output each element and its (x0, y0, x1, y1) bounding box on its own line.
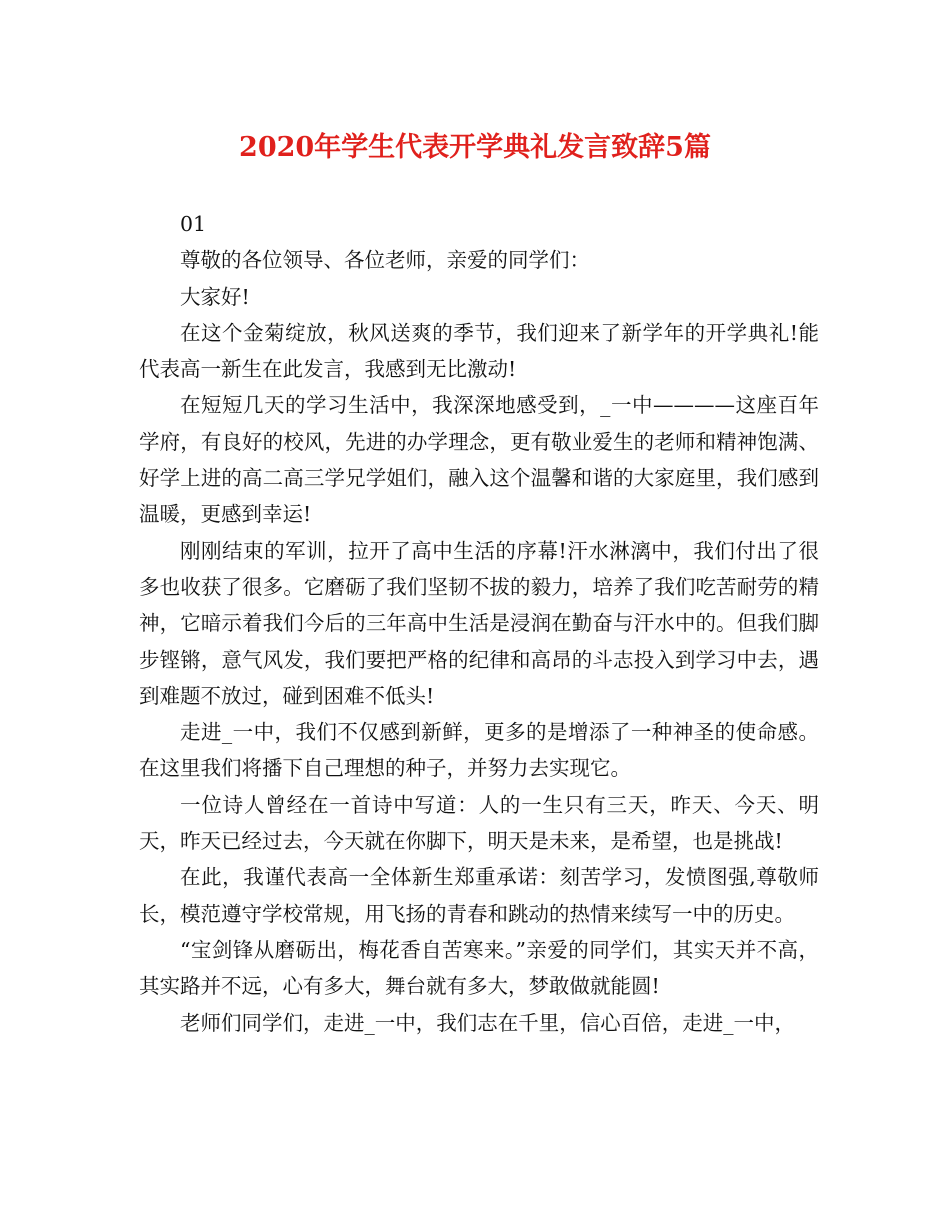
paragraph-greeting: 大家好! (180, 284, 250, 309)
paragraph: 一位诗人曾经在一首诗中写道：人的一生只有三天，昨天、今天、明天，昨天已经过去，今天就在你脚下，明天是未来，是希望，也是挑战! (139, 792, 819, 854)
paragraph-salutation: 尊敬的各位领导、各位老师，亲爱的同学们： (180, 248, 590, 273)
paragraph: 刚刚结束的军训，拉开了高中生活的序幕!汗水淋漓中，我们付出了很多也收获了很多。它磨砺了我们坚韧不拔的毅力，培养了我们吃苦耐劳的精神，它暗示着我们今后的三年高中生活是浸润在勤奋与汗水中的。但我们脚步铿锵，意气风发，我们要把严格的纪律和高昂的斗志投入到学习中去，遇到难题不放过，碰到困难不低头! (139, 538, 819, 708)
paragraph: 在短短几天的学习生活中，我深深地感受到，_一中————这座百年学府，有良好的校风，先进的办学理念，更有敬业爱生的老师和精神饱满、好学上进的高二高三学兄学姐们，融入这个温馨和谐的大家庭里，我们感到温暖，更感到幸运! (139, 393, 819, 527)
paragraph: “宝剑锋从磨砺出，梅花香自苦寒来。”亲爱的同学们，其实天并不高，其实路并不远，心有多大，舞台就有多大，梦敢做就能圆! (139, 937, 819, 999)
paragraph-section-number: 01 (180, 212, 207, 236)
paragraph: 走进_一中，我们不仅感到新鲜，更多的是增添了一种神圣的使命感。在这里我们将播下自己理想的种子，并努力去实现它。 (139, 720, 819, 781)
paragraph: 老师们同学们，走进_一中，我们志在千里，信心百倍，走进_一中， (180, 1010, 795, 1035)
paragraph: 在此，我谨代表高一全体新生郑重承诺：刻苦学习，发愤图强,尊敬师长，模范遵守学校常规，用飞扬的青春和跳动的热情来续写一中的历史。 (139, 865, 819, 926)
document-title: 2020年学生代表开学典礼发言致辞5篇 (239, 132, 711, 163)
paragraph: 在这个金菊绽放，秋风送爽的季节，我们迎来了新学年的开学典礼!能代表高一新生在此发言，我感到无比激动! (139, 320, 819, 382)
document-body (139, 206, 819, 1041)
